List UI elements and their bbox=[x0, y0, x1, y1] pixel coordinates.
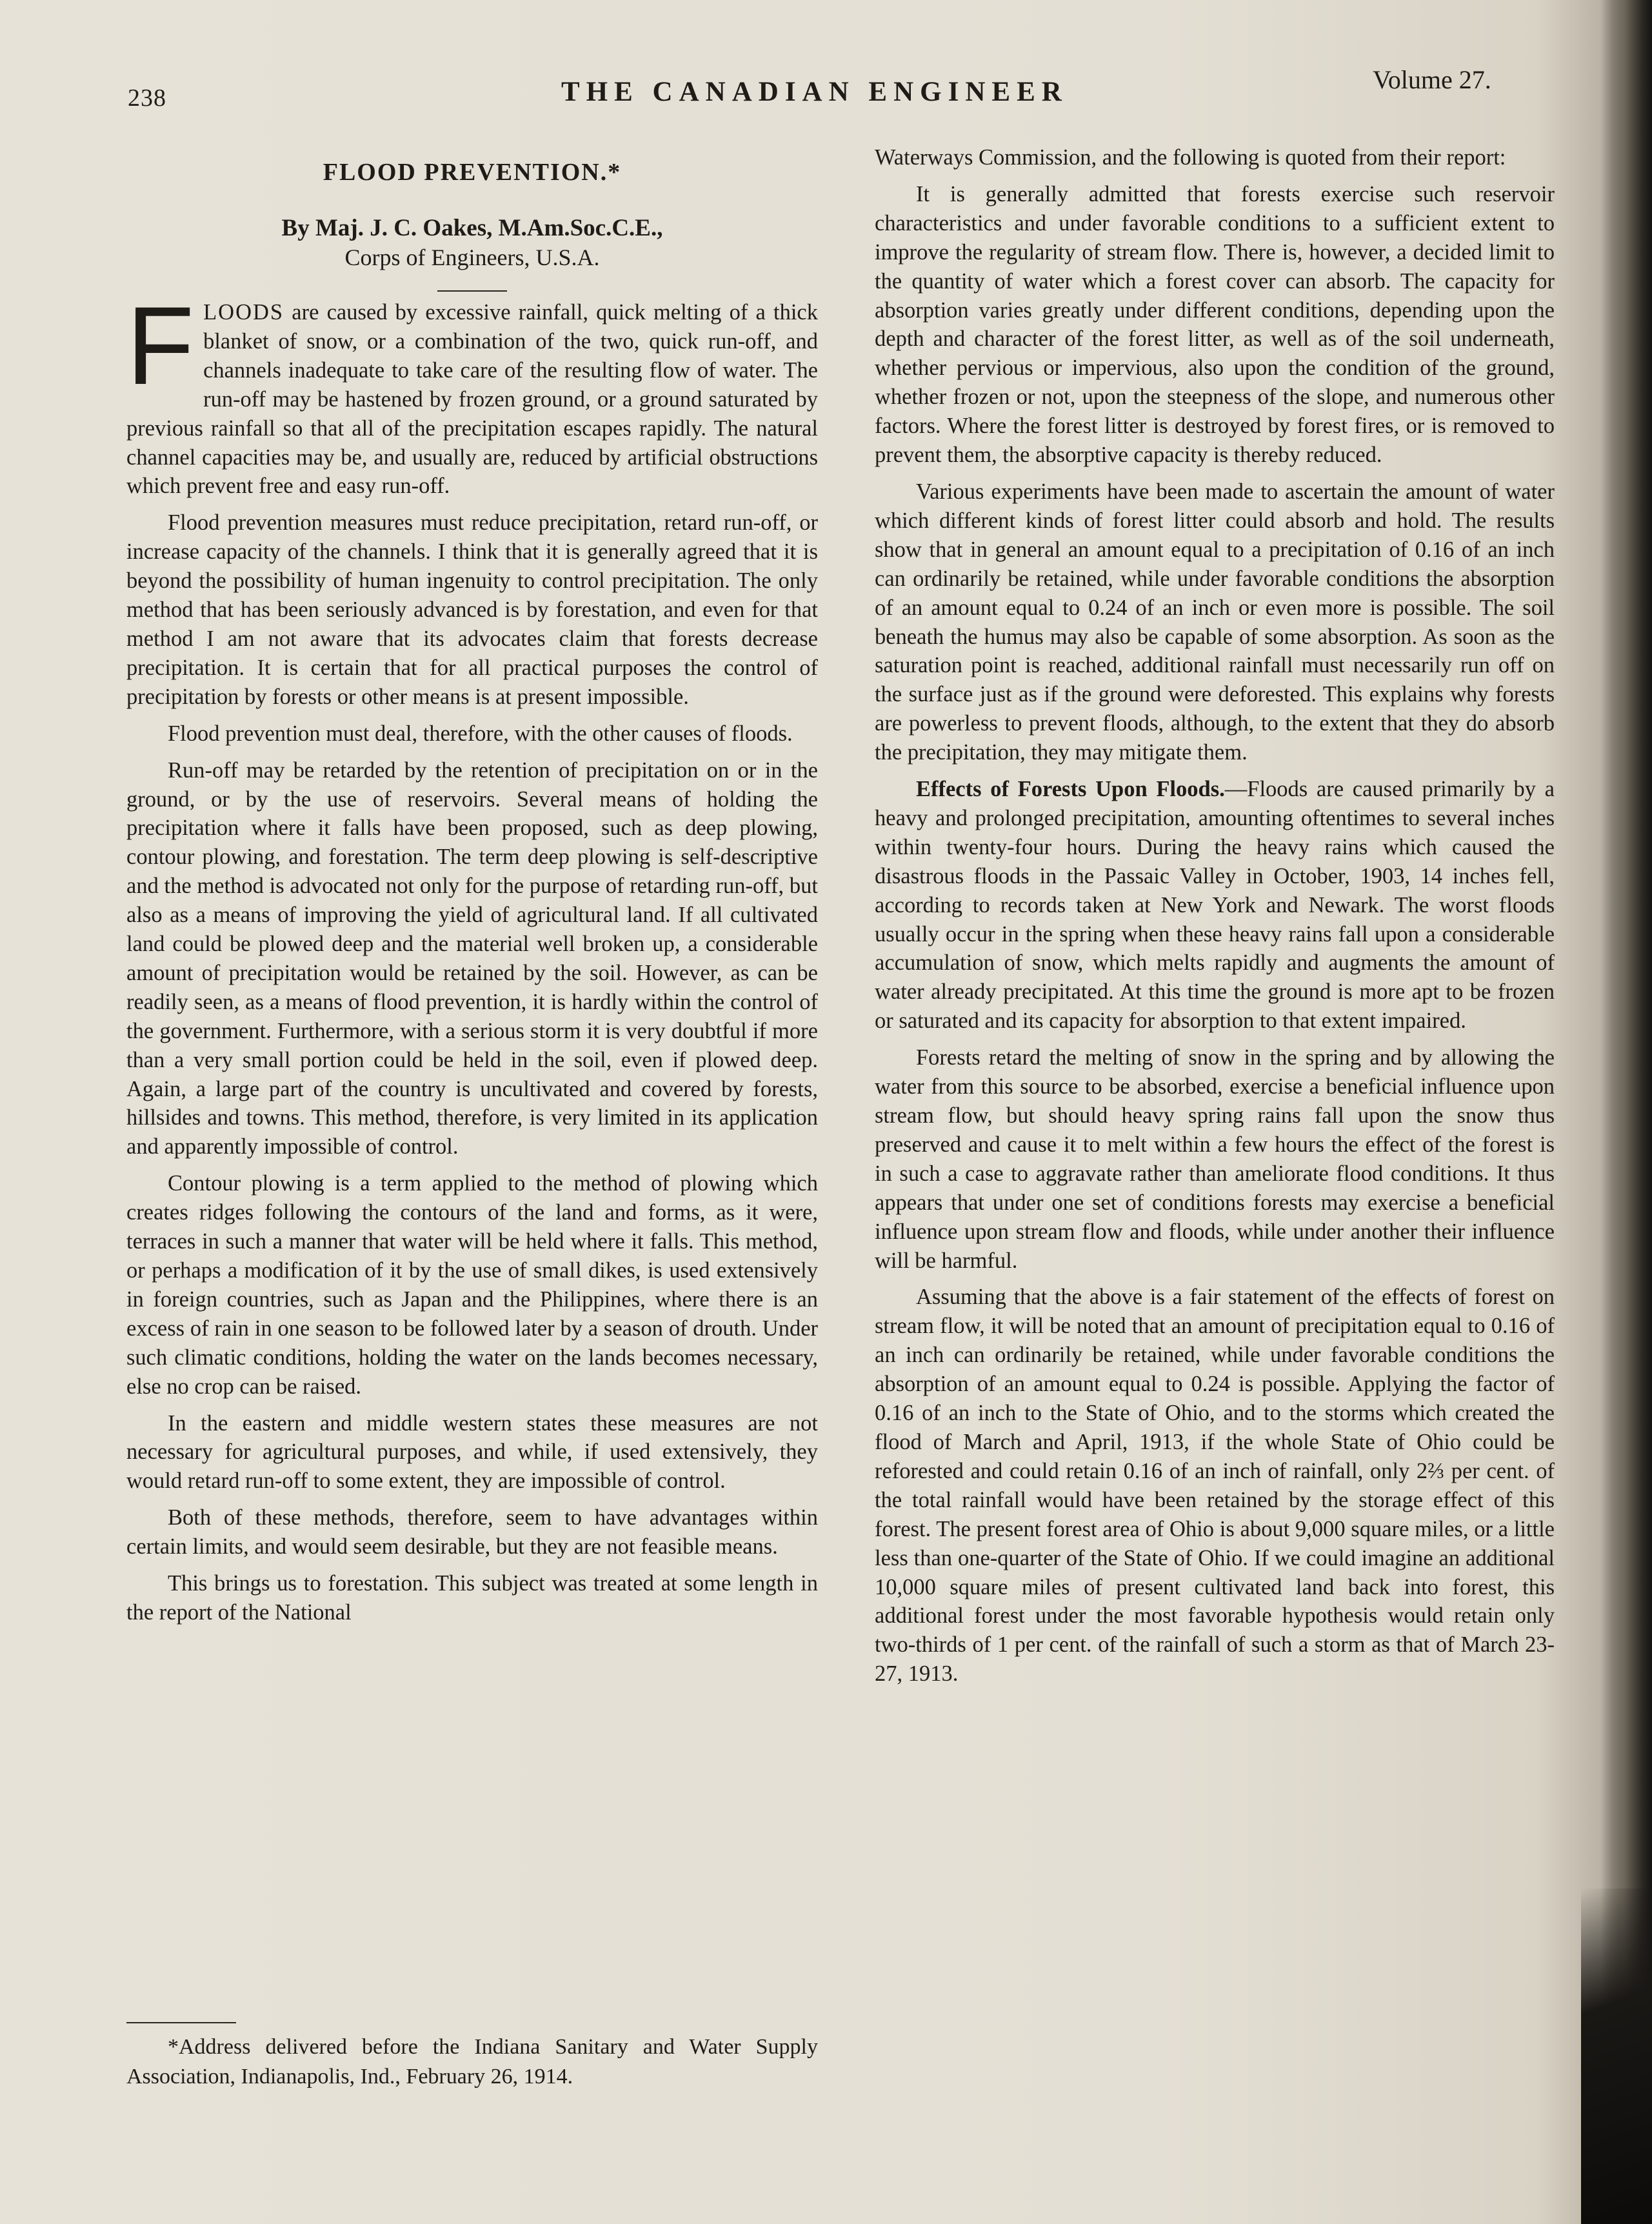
article-byline: By Maj. J. C. Oakes, M.Am.Soc.C.E., bbox=[281, 215, 663, 241]
body-paragraph: Contour plowing is a term applied to the method of plowing which creates ridges following the contours of the land and forms, as it were, terraces in such a manner that water will be held where it falls. This method, or perhaps a modification of it by the use of small dikes, is used extensively in foreign countries, such as Japan and the Philippines, where there is an excess of rain in one season to be followed later by a season of drouth. Under such climatic conditions, holding the water on the lands becomes necessary, else no crop can be raised. bbox=[126, 1171, 818, 1399]
body-paragraph: This brings us to forestation. This subject was treated at some length in the report of the National bbox=[126, 1571, 818, 1625]
quoted-paragraph: It is generally admitted that forests exercise such reservoir characteristics and under favorable conditions to a sufficient extent to improve the regularity of stream flow. There is, however, a decided limit to the quantity of water which a forest cover can absorb. The capacity for absorption varies greatly under different conditions, depending upon the depth and character of the forest litter, as well as of the soil underneath, whether pervious or impervious, also upon the condition of the ground, whether frozen or not, upon the steepness of the slope, and numerous other factors. Where the forest litter is destroyed by forest fires, or is removed to prevent them, the absorptive capacity is thereby reduced. bbox=[875, 181, 1555, 468]
right-column bbox=[875, 143, 1555, 1688]
running-head: THE CANADIAN ENGINEER bbox=[561, 77, 1068, 107]
footnote-text: *Address delivered before the Indiana Sanitary and Water Supply Association, Indianapolis, Ind., February 26, 1914. bbox=[126, 2035, 818, 2089]
section-paragraph bbox=[875, 775, 1555, 1036]
opening-paragraph bbox=[126, 284, 818, 501]
quoted-paragraph: Various experiments have been made to ascertain the amount of water which different kinds of forest litter could absorb and hold. The results show that in general an amount equal to a precipitation of 0.16 of an inch can ordinarily be retained, while under favorable conditions the absorption of an amount equal to 0.24 of an inch or even more is possible. The soil beneath the humus may also be capable of some absorption. As soon as the saturation point is reached, additional rainfall must necessarily run off on the surface just as if the ground were deforested. This explains why forests are powerless to prevent floods, although, to the extent that they do absorb the precipitation, they may mitigate them. bbox=[875, 479, 1555, 765]
drop-cap: F bbox=[126, 284, 195, 408]
body-paragraph: Forests retard the melting of snow in the spring and by allowing the water from this source to be absorbed, exercise a beneficial influence upon stream flow, but should heavy spring rains fall upon the snow thus preserved and cause it to melt within a few hours the effect of the forest is in such a case to aggravate rather than ameliorate flood conditions. It thus appears that under one set of conditions forests may exercise a beneficial influence upon stream flow and floods, while under another their influence will be harmful. bbox=[875, 1045, 1555, 1273]
page-number: 238 bbox=[128, 85, 166, 112]
body-paragraph: In the eastern and middle western states these measures are not necessary for agricultural purposes, and while, if used extensively, they would retard run-off to some extent, they are impossible of control. bbox=[126, 1410, 818, 1494]
page-corner-shadow bbox=[1581, 1888, 1652, 2224]
article-affiliation: Corps of Engineers, U.S.A. bbox=[344, 245, 600, 270]
title-rule bbox=[437, 290, 507, 292]
section-paragraph-text: —Floods are caused primarily by a heavy and prolonged precipitation, amounting oftentimes to several inches within twenty-four hours. During the heavy rains which caused the disastrous floods in the Passaic Valley in October, 1903, 14 inches fell, according to records taken at New York and Newark. The worst floods usually occur in the spring when these heavy rains fall upon a considerable accumulation of snow, which melts rapidly and augments the amount of water already precipitated. At this time the ground is more apt to be frozen or saturated and its capacity for absorption to that extent impaired. bbox=[875, 777, 1555, 1034]
footnote bbox=[126, 2032, 818, 2092]
lead-caps: LOODS bbox=[203, 300, 284, 325]
opening-paragraph-text: are caused by excessive rainfall, quick melting of a thick blanket of snow, or a combination of the two, quick run-off, and channels inadequate to take care of the resulting flow of water. The run-off may be hastened by frozen ground, or a ground saturated by previous rainfall so that all of the precipitation escapes rapidly. The natural channel capacities may be, and usually are, reduced by artificial obstructions which prevent free and easy run-off. bbox=[126, 300, 818, 499]
section-subhead: Effects of Forests Upon Floods. bbox=[916, 777, 1225, 802]
continued-paragraph: Waterways Commission, and the following is quoted from their report: bbox=[875, 145, 1506, 170]
body-paragraph: Flood prevention measures must reduce precipitation, retard run-off, or increase capacity of the channels. I think that it is generally agreed that it is beyond the possibility of human ingenuity to control precipitation. The only method that has been seriously advanced is by forestation, and even for that method I am not aware that its advocates claim that forests decrease precipitation. It is certain that for all practical purposes the control of precipitation by forests or other means is at present impossible. bbox=[126, 510, 818, 709]
volume-label: Volume 27. bbox=[1373, 65, 1491, 94]
article-title: FLOOD PREVENTION.* bbox=[323, 159, 622, 186]
footnote-rule bbox=[126, 2022, 236, 2023]
body-paragraph: Both of these methods, therefore, seem to have advantages within certain limits, and would seem desirable, but they are not feasible means. bbox=[126, 1505, 818, 1559]
body-paragraph: Run-off may be retarded by the retention of precipitation on or in the ground, or by the use of reservoirs. Several means of holding the precipitation where it falls have been proposed, such as deep plowing, contour plowing, and forestation. The term deep plowing is self-descriptive and the method is advocated not only for the purpose of retarding run-off, but also as a means of improving the yield of agricultural land. If all cultivated land could be plowed deep and the material well broken up, a considerable amount of precipitation would be retained by the soil. However, as can be readily seen, as a means of flood prevention, it is hardly within the control of the government. Furthermore, with a serious storm it is very doubtful if more than a very small portion could be held in the soil, even if plowed deep. Again, a large part of the country is uncultivated and covered by forests, hillsides and towns. This method, therefore, is very limited in its application and apparently impossible of control. bbox=[126, 757, 818, 1159]
body-paragraph: Assuming that the above is a fair statement of the effects of forest on stream flow, it will be noted that an amount of precipitation equal to 0.16 of an inch can ordinarily be retained, while under favorable conditions the absorption of an amount equal to 0.24 is possible. Applying the factor of 0.16 of an inch to the State of Ohio, and to the storms which created the flood of March and April, 1913, if the whole State of Ohio could be reforested and could retain 0.16 of an inch of rainfall, only 2⅔ per cent. of the total rainfall would have been retained by the storage effect of this forest. The present forest area of Ohio is about 9,000 square miles, or a little less than one-quarter of the State of Ohio. If we could imagine an additional 10,000 square miles of present cultivated land back into forest, this additional forest under the most favorable hypothesis would retain only two-thirds of 1 per cent. of the rainfall of such a storm as that of March 23-27, 1913. bbox=[875, 1285, 1555, 1687]
body-paragraph: Flood prevention must deal, therefore, with the other causes of floods. bbox=[168, 721, 793, 746]
left-column bbox=[126, 284, 818, 1627]
